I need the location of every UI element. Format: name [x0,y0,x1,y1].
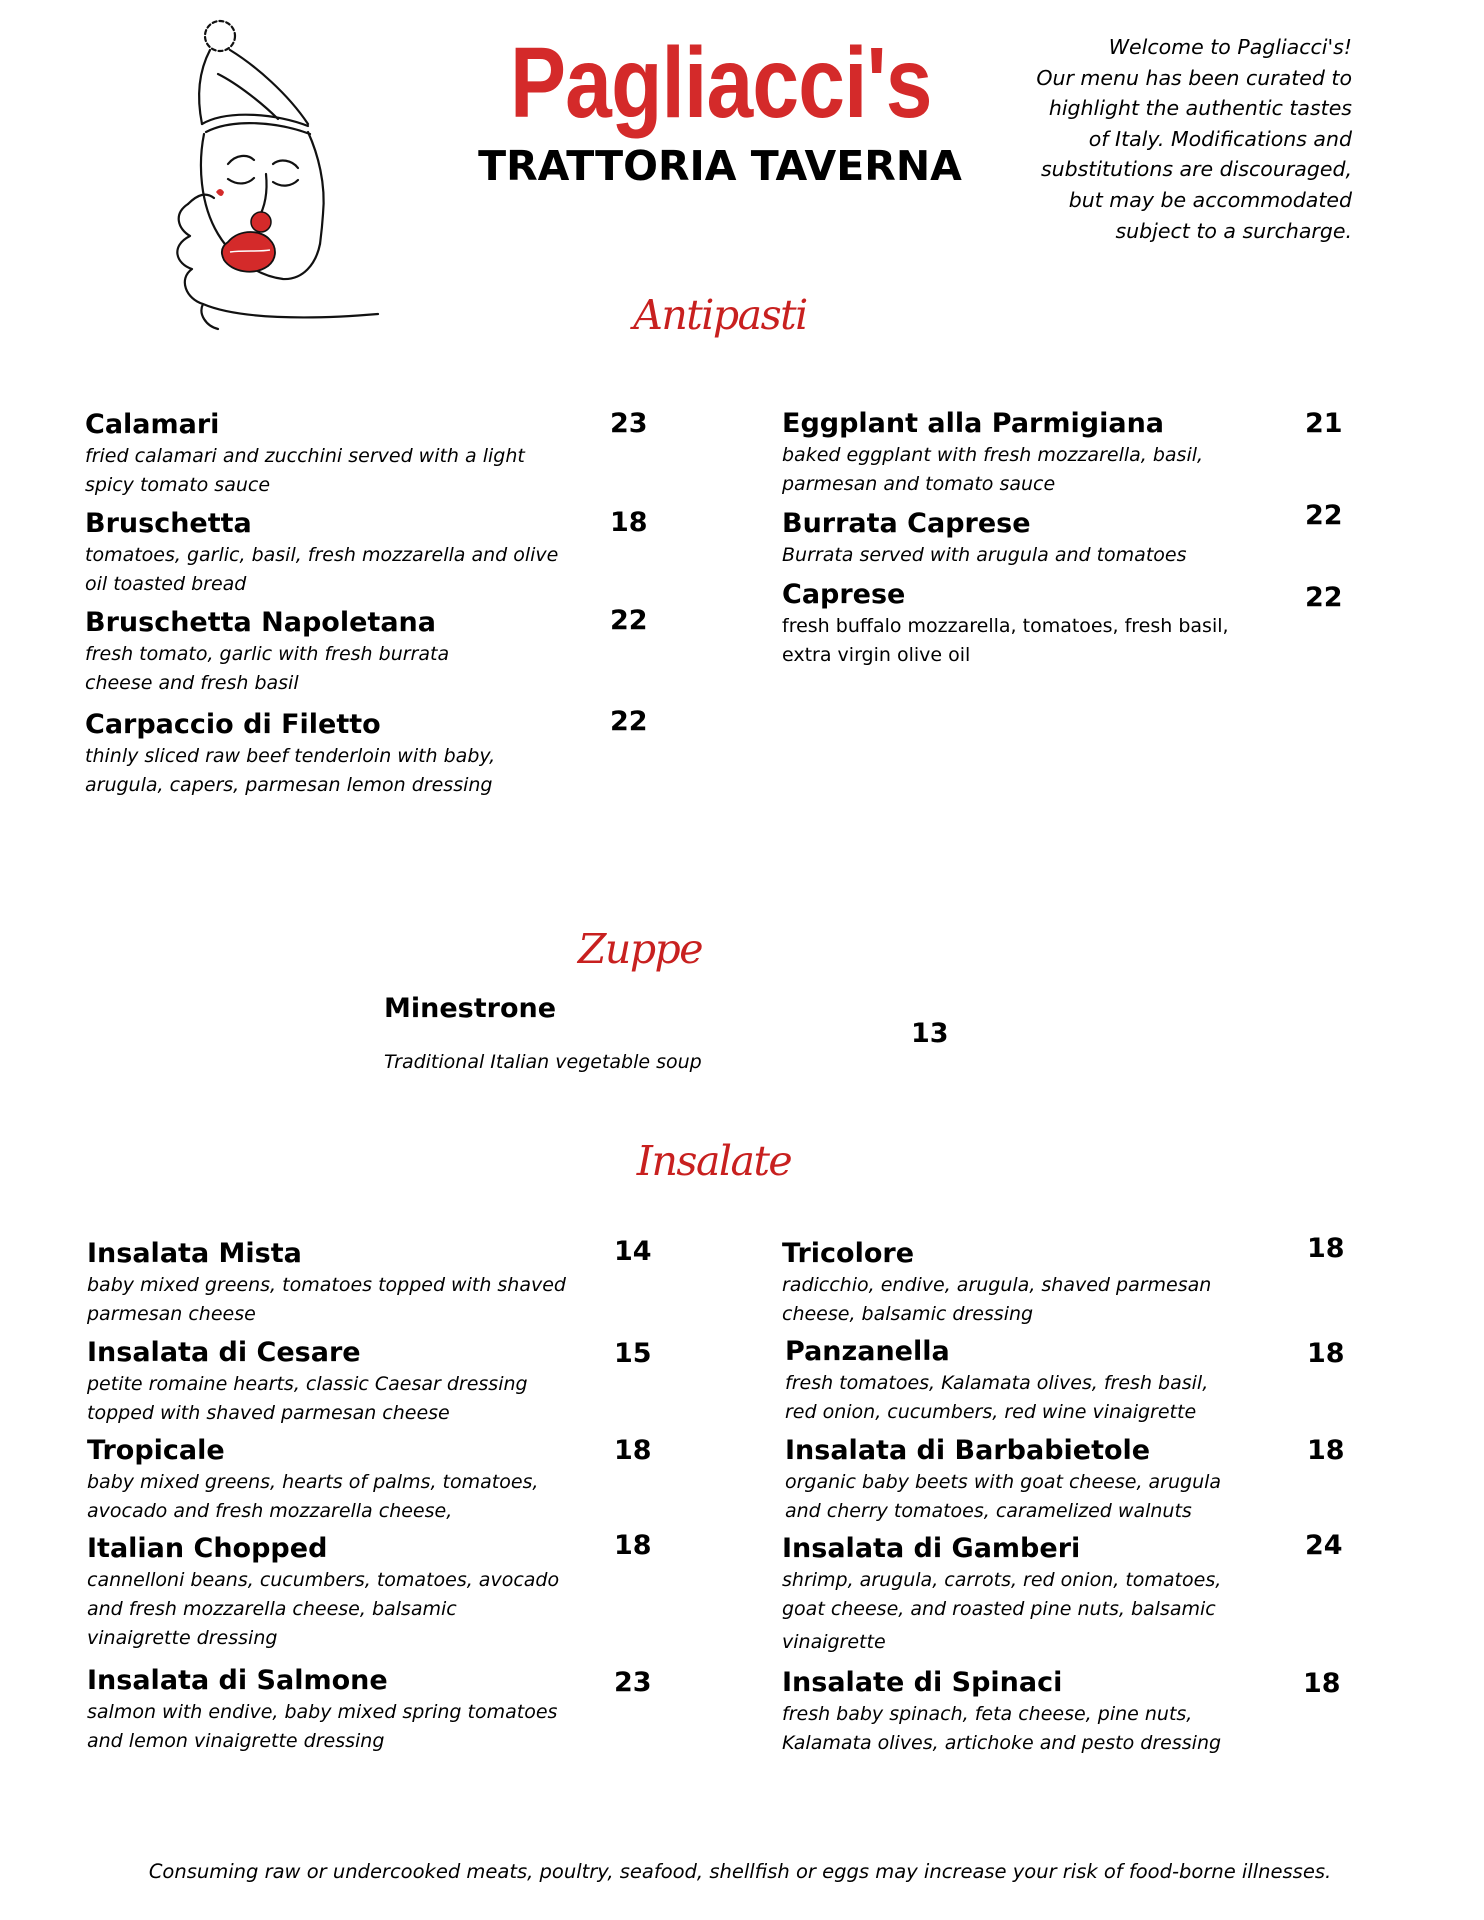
section-title-antipasti: Antipasti [633,291,807,339]
item-name: Calamari [85,409,220,440]
menu-item [85,606,605,698]
menu-item [87,1532,607,1653]
item-price: 23 [614,1667,652,1698]
item-price: 24 [1305,1530,1343,1561]
item-name: Tropicale [87,1435,225,1466]
menu-item [85,708,605,800]
item-description: and fresh mozzarella cheese, balsamic [87,1598,457,1620]
item-name: Burrata Caprese [782,508,1031,539]
item-name: Insalata di Barbabietole [785,1435,1151,1466]
menu-item [782,1532,1302,1657]
item-name: Insalata di Salmone [87,1665,388,1696]
item-description: fresh buffalo mozzarella, tomatoes, fresh basil, [782,615,1229,637]
menu-item [782,1237,1302,1329]
item-description: red onion, cucumbers, red wine vinaigrette [785,1401,1197,1423]
item-description: salmon with endive, baby mixed spring tomatoes [87,1701,558,1723]
item-description: thinly sliced raw beef tenderloin with baby, [85,745,496,767]
menu-item [785,1434,1305,1526]
item-price: 18 [1307,1338,1345,1369]
item-price: 18 [614,1435,652,1466]
item-name: Italian Chopped [87,1533,328,1564]
item-description: shrimp, arugula, carrots, red onion, tomatoes, [782,1569,1222,1591]
item-description: extra virgin olive oil [782,644,971,666]
restaurant-tagline: TRATTORIA TAVERNA [478,142,962,190]
item-price: 22 [1305,500,1343,531]
item-description: vinaigrette [782,1631,886,1653]
section-title-insalate: Insalate [636,1137,792,1185]
item-price: 18 [614,1530,652,1561]
item-description: fresh tomatoes, Kalamata olives, fresh basil, [785,1372,1209,1394]
item-price: 23 [610,408,648,439]
item-description: tomatoes, garlic, basil, fresh mozzarella and olive [85,544,559,566]
item-name: Bruschetta [85,508,252,539]
item-description: and cherry tomatoes, caramelized walnuts [785,1500,1192,1522]
item-name: Caprese [782,579,906,610]
item-description: cheese and fresh basil [85,672,299,694]
welcome-line: of Italy. Modifications and [1088,126,1352,151]
menu-item [782,407,1302,499]
item-price: 18 [1307,1435,1345,1466]
item-description: parmesan cheese [87,1303,256,1325]
item-name: Insalata di Gamberi [782,1533,1081,1564]
item-name: Insalate di Spinaci [782,1667,1063,1698]
item-description: goat cheese, and roasted pine nuts, balsamic [782,1598,1216,1620]
menu-item [785,1335,1305,1427]
item-description: fresh baby spinach, feta cheese, pine nuts, [782,1703,1193,1725]
menu-item [87,1434,607,1526]
item-name: Insalata Mista [87,1238,302,1269]
item-price: 15 [614,1338,652,1369]
item-description: baby mixed greens, hearts of palms, tomatoes, [87,1471,539,1493]
welcome-line: Our menu has been curated to [1036,65,1352,90]
welcome-line: substitutions are discouraged, [1040,157,1352,182]
food-safety-disclaimer: Consuming raw or undercooked meats, poultry, seafood, shellfish or eggs may increase your risk of food-borne illnesses. [148,1860,1332,1883]
item-description: petite romaine hearts, classic Caesar dressing [87,1373,528,1395]
item-price: 18 [610,507,648,538]
item-price: 18 [1303,1668,1341,1699]
item-description: Traditional Italian vegetable soup [384,1051,702,1073]
item-price: 13 [911,1018,949,1049]
item-price: 22 [610,706,648,737]
item-description: spicy tomato sauce [85,474,271,496]
menu-item [384,992,904,1077]
item-description: cannelloni beans, cucumbers, tomatoes, avocado [87,1569,560,1591]
item-price: 14 [614,1236,652,1267]
clown-face-icon [158,14,408,334]
item-description: oil toasted bread [85,573,247,595]
item-description: avocado and fresh mozzarella cheese, [87,1500,453,1522]
item-description: Kalamata olives, artichoke and pesto dressing [782,1732,1222,1754]
item-description: radicchio, endive, arugula, shaved parmesan [782,1274,1212,1296]
item-name: Insalata di Cesare [87,1337,361,1368]
item-price: 22 [1305,582,1343,613]
item-description: fried calamari and zucchini served with a light [85,445,525,467]
menu-item [87,1664,607,1756]
item-description: baby mixed greens, tomatoes topped with shaved [87,1274,566,1296]
menu-item [87,1237,607,1329]
item-name: Minestrone [384,993,557,1024]
welcome-line: subject to a surcharge. [1115,218,1352,243]
item-description: and lemon vinaigrette dressing [87,1730,385,1752]
item-description: organic baby beets with goat cheese, arugula [785,1471,1222,1493]
item-description: fresh tomato, garlic with fresh burrata [85,643,450,665]
item-name: Tricolore [782,1238,915,1269]
menu-item [782,507,1302,570]
item-description: Burrata served with arugula and tomatoes [782,544,1187,566]
item-description: parmesan and tomato sauce [782,473,1056,495]
item-name: Carpaccio di Filetto [85,709,381,740]
welcome-line: Welcome to Pagliacci's! [1108,35,1352,59]
item-description: vinaigrette dressing [87,1627,278,1649]
menu-item [87,1336,607,1428]
item-price: 18 [1307,1233,1345,1264]
welcome-message [1010,32,1352,246]
item-name: Bruschetta Napoletana [85,607,436,638]
item-price: 21 [1305,408,1343,439]
item-price: 22 [610,605,648,636]
restaurant-name: Pagliacci's [510,27,932,139]
menu-item [85,507,605,599]
item-description: arugula, capers, parmesan lemon dressing [85,774,493,796]
menu-item [782,578,1302,670]
section-title-zuppe: Zuppe [577,925,703,973]
item-name: Eggplant alla Parmigiana [782,408,1165,439]
menu-item [85,408,605,500]
menu-item [782,1666,1302,1758]
item-description: cheese, balsamic dressing [782,1303,1034,1325]
item-description: baked eggplant with fresh mozzarella, basil, [782,444,1204,466]
item-description: topped with shaved parmesan cheese [87,1402,450,1424]
item-name: Panzanella [785,1336,950,1367]
welcome-line: but may be accommodated [1068,187,1352,212]
welcome-line: highlight the authentic tastes [1048,96,1352,121]
